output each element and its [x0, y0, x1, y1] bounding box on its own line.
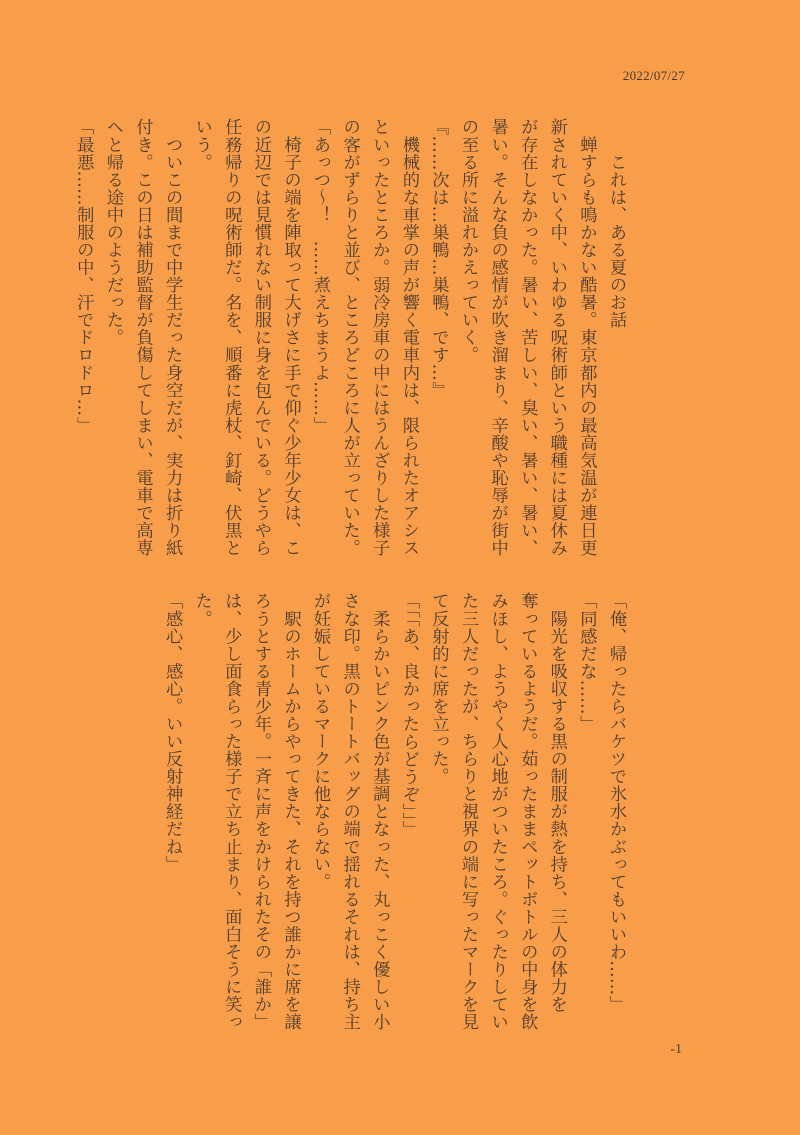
text-line: 「「「あ、良かったらどうぞ」」」 [398, 592, 419, 839]
text-line: 蝉すらも鳴かない酷暑。東京都内の最高気温が連日更 [576, 118, 597, 557]
text-line: の客がずらりと並び、ところどころに人が立っていた。 [339, 118, 360, 557]
text-line: 任務帰りの呪術師だ。名を、順番に虎杖、釘崎、伏黒と [221, 118, 242, 557]
text-line: といったところか。弱冷房車の中にはうんざりした様子 [369, 118, 390, 557]
text-line: は、少し面食らった様子で立ち止まり、面白そうに笑っ [221, 592, 242, 1031]
text-line: みほし、ようやく人心地がついたころ。ぐったりしてい [487, 592, 508, 1031]
text-line: 付き。この日は補助監督が負傷してしまい、電車で高専 [132, 118, 153, 557]
text-line: が妊娠しているマークに他ならない。 [310, 592, 331, 891]
title-line: これは、ある夏のお話 [606, 118, 626, 329]
text-line: た三人だったが、ちらりと視界の端に写ったマークを見 [458, 592, 479, 1031]
text-line: いう。 [191, 118, 212, 171]
text-block-bottom [110, 592, 630, 1032]
text-line: て反射的に席を立った。 [428, 592, 449, 785]
date-stamp: 2022/07/27 [622, 68, 685, 83]
text-line: 「感心、感心。いい反射神経だね」 [162, 592, 183, 873]
text-line: 「俺、帰ったらバケツで氷水かぶってもいいわ……」 [606, 592, 626, 1013]
text-line: の近辺では見慣れない制服に身を包んでいる。どうやら [250, 118, 271, 557]
text-line: 「同感だな……」 [576, 592, 597, 733]
text-line: 陽光を吸収する黒の制服が熱を持ち、三人の体力を [546, 592, 567, 1013]
text-block-top [73, 118, 630, 563]
text-line: た。 [191, 592, 212, 628]
text-line: 暑い。そんな負の感情が吹き溜まり、辛酸や恥辱が街中 [487, 118, 508, 557]
text-line: 「最悪……制服の中、汗でドロドロ…」 [73, 118, 94, 434]
text-line: が存在しなかった。暑い、苦しい、臭い、暑い、暑い、 [517, 118, 538, 557]
page-number: -1 [670, 1042, 682, 1057]
text-line: 椅子の端を陣取って大げさに手で仰ぐ少年少女は、こ [280, 118, 301, 557]
text-line: さな印。黒のトートバッグの端で揺れるそれは、持ち主 [339, 592, 360, 1031]
text-line: 奪っているようだ。茹ったままペットボトルの中身を飲 [517, 592, 538, 1031]
text-line: 駅のホームからやってきた、それを持つ誰かに席を譲 [280, 592, 301, 1031]
text-line: ついこの間まで中学生だった身空だが、実力は折り紙 [162, 118, 183, 557]
text-line: ろうとする青少年。一斉に声をかけられたその「誰か」 [250, 592, 271, 1031]
text-line: 「あっつ〜！ ……煮えちまうよ……」 [310, 118, 331, 434]
text-line: の至る所に溢れかえっていく。 [458, 118, 479, 364]
text-line: 柔らかいピンク色が基調となった、丸っこく優しい小 [369, 592, 390, 1031]
text-line: 新されていく中、いわゆる呪術師という職種には夏休み [546, 118, 567, 557]
text-line: 『……次は…巣鴨…巣鴨、です…』 [428, 118, 449, 399]
text-line: 機械的な車掌の声が響く電車内は、限られたオアシス [398, 118, 419, 557]
text-line: へと帰る途中のようだった。 [102, 118, 123, 347]
